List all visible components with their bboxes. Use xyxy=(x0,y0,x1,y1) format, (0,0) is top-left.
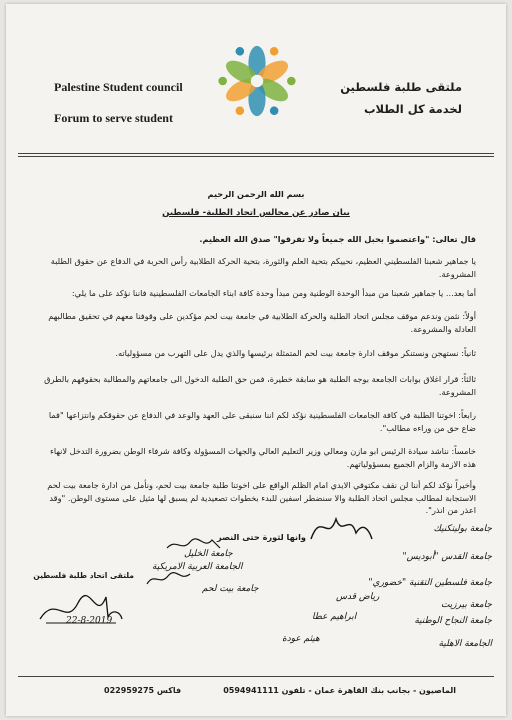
university-kadoorie: جامعة فلسطين التقنية "خضوري" xyxy=(368,578,492,588)
statement-title: بيان صادر عن مجالس اتحاد الطلبة- فلسطين xyxy=(162,208,350,218)
paragraph-fourth: رابعاً: اخوتنا الطلبة في كافة الجامعات الفلسطينية نؤكد لكم اننا سنبقى على العهد والوعد في الدفاع عن حقوقكم وانتزاعها "فما ضاع حق من وراءه مطالب". xyxy=(48,410,476,433)
logo-center xyxy=(251,75,263,87)
paragraph-greeting: يا جماهير شعبنا الفلسطيني العظيم، نحييكم بتحية العلم والثورة، بتحية الحركة الطلابية رأس الحربة في الدفاع عن حقوق الطلبة المشروعة. xyxy=(50,256,476,279)
university-alquds: جامعة القدس "أبوديس" xyxy=(402,552,492,562)
university-ahliya: الجامعة الاهلية xyxy=(438,639,492,649)
signer-organization: ملتقى اتحاد طلبة فلسطين xyxy=(33,571,134,580)
signature-date: 22-8-2019 xyxy=(66,616,113,626)
university-hebron: جامعة الخليل xyxy=(184,549,233,559)
logo-dot xyxy=(268,45,280,57)
logo-dot xyxy=(234,45,246,57)
header-divider-second xyxy=(18,156,494,157)
footer-address: الماصيون - بجانب بنك القاهرة عمان - تلفون 0594941111 xyxy=(223,686,456,695)
logo-dot xyxy=(218,77,227,86)
council-logo-icon xyxy=(218,42,296,120)
signatory-name-3: هيثم عودة xyxy=(282,634,320,644)
footer-fax: فاكس 022959275 xyxy=(104,686,182,695)
header-arabic-line2: لخدمة كل الطلاب xyxy=(363,102,462,116)
signatory-name-1: رياض قدس xyxy=(336,592,380,602)
signature-scribble-top xyxy=(306,509,376,545)
header-english-line1: Palestine Student council xyxy=(54,80,183,94)
paragraph-final: وأخيراً نؤكد لكم أننا لن نقف مكتوفي الايدي امام الظلم الواقع على اخوتنا طلبة جامعة بيت لحم، ونأمل من ادارة جامعة بيت لحم الاستجابة لمطالب مجلس اتحاد الطلبة والا سنضطر اسفين للبدء بخطوات تصعيدية لم يسبق لها مثيل على مستوى الوطن. "وقد اعذر من انذر". xyxy=(47,480,476,515)
paragraph-first: أولاً: نثمن وندعم موقف مجلس اتحاد الطلبة والحركة الطلابية في جامعة بيت لحم مؤكدين على وقوفنا معهم في تحقيق مطالبهم العادلة والمشروعة. xyxy=(48,311,476,334)
footer-divider xyxy=(18,676,494,677)
university-najah: جامعة النجاح الوطنية xyxy=(414,616,492,626)
paragraph-fifth: خامساً: نناشد سيادة الرئيس ابو مازن ومعالي وزير التعليم العالي والجهات المسؤولة وكافة شرفاء الوطن بضرورة التدخل لانهاء هذه الازمة والزام الجميع بمسؤولياتهم. xyxy=(49,446,476,469)
university-arab-american: الجامعة العربية الامريكية xyxy=(152,562,243,572)
logo-dot xyxy=(268,105,280,117)
logo-dot xyxy=(234,105,246,117)
paragraph-third: ثالثاً: قرار اغلاق بوابات الجامعة بوجه الطلبة هو سابقة خطيرة، فمن حق الطلبة الدخول الى جامعاتهم والمطالبة بحقوقهم بالطرق المشروعة. xyxy=(44,374,476,397)
signatory-name-2: ابراهيم عطا xyxy=(312,612,357,622)
paragraph-second: ثانياً: نستهجن ونستنكر موقف ادارة جامعة بيت لحم المتمثلة برئيسها والذي يدل على التهرب من مسؤولياته. xyxy=(115,348,476,358)
footer xyxy=(46,686,476,700)
logo-dot xyxy=(287,77,296,86)
university-bethlehem: جامعة بيت لحم xyxy=(202,584,259,594)
university-polytechnic: جامعة بوليتكنيك xyxy=(433,524,492,534)
closing-line: وانها لثورة حتى النصر xyxy=(216,532,306,542)
header-divider xyxy=(18,153,494,154)
letter-page xyxy=(6,4,506,716)
header-arabic-line1: ملتقى طلبة فلسطين xyxy=(340,80,462,94)
header-english-line2: Forum to serve student xyxy=(54,111,173,125)
basmala: بسم الله الرحمن الرحيم xyxy=(207,189,305,199)
university-birzeit: جامعة بيرزيت xyxy=(440,600,492,610)
quran-verse: قال تعالى: "واعتصموا بحبل الله جميعاً ولا تفرقوا" صدق الله العظيم. xyxy=(199,234,476,244)
paragraph-intro: أما بعد... يا جماهير شعبنا من مبدأ الوحدة الوطنية ومن مبدأ وحدة كافة ابناء الجامعات الفلسطينية فاننا نؤكد على ما يلي: xyxy=(71,288,476,298)
signature-scribble-lower xyxy=(144,570,194,588)
